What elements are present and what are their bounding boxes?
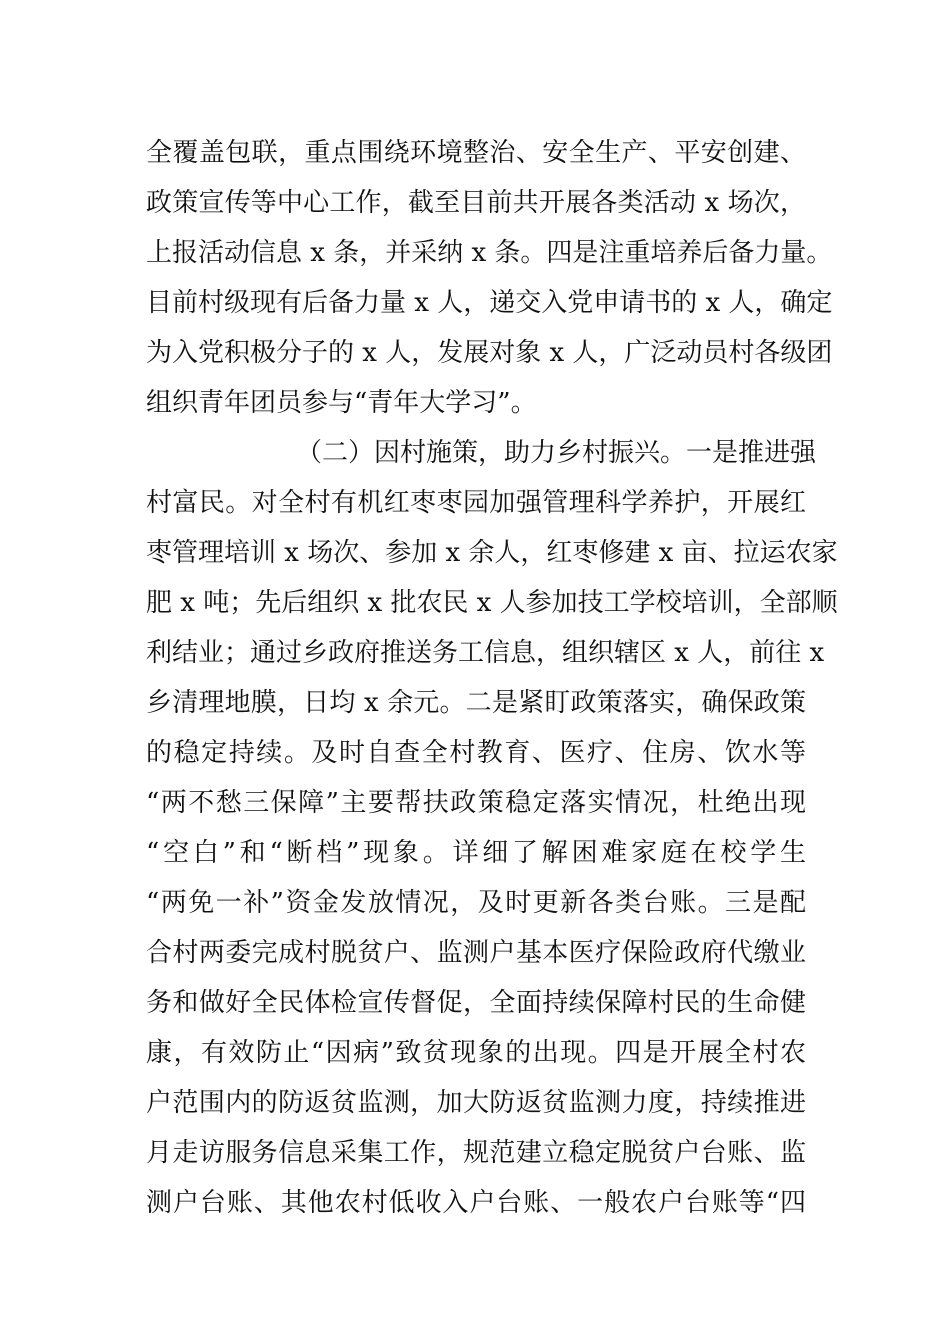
text-line: “空白”和“断档”现象。详细了解困难家庭在校学生 — [146, 838, 806, 868]
text-line: 的稳定持续。及时自查全村教育、医疗、住房、饮水等 — [146, 738, 806, 768]
text-line: 上报活动信息 x 条，并采纳 x 条。四是注重培养后备力量。 — [146, 238, 833, 268]
text-line: “两免一补”资金发放情况，及时更新各类台账。三是配 — [146, 888, 806, 918]
text-line: 月走访服务信息采集工作，规范建立稳定脱贫户台账、监 — [146, 1138, 806, 1168]
text-line: 村富民。对全村有机红枣枣园加强管理科学养护，开展红 — [146, 488, 806, 518]
text-line: 乡清理地膜，日均 x 余元。二是紧盯政策落实，确保政策 — [146, 688, 806, 718]
text-line: 目前村级现有后备力量 x 人，递交入党申请书的 x 人，确定 — [146, 288, 833, 318]
text-line: 合村两委完成村脱贫户、监测户基本医疗保险政府代缴业 — [146, 938, 806, 968]
text-line: 肥 x 吨；先后组织 x 批农民 x 人参加技工学校培训，全部顺 — [146, 588, 838, 618]
document-body — [146, 128, 838, 1228]
text-line: 为入党积极分子的 x 人，发展对象 x 人，广泛动员村各级团 — [146, 338, 833, 368]
text-line: 务和做好全民体检宣传督促，全面持续保障村民的生命健 — [146, 988, 806, 1018]
text-line: 政策宣传等中心工作，截至目前共开展各类活动 x 场次， — [146, 188, 806, 218]
text-line: 测户台账、其他农村低收入户台账、一般农户台账等“四 — [146, 1188, 806, 1218]
text-line: “两不愁三保障”主要帮扶政策稳定落实情况，杜绝出现 — [146, 788, 806, 818]
text-line: 利结业；通过乡政府推送务工信息，组织辖区 x 人，前往 x — [146, 638, 825, 668]
text-line: 全覆盖包联，重点围绕环境整治、安全生产、平安创建、 — [146, 138, 806, 168]
text-line: 户范围内的防返贫监测，加大防返贫监测力度，持续推进 — [146, 1088, 806, 1118]
text-line: 康，有效防止“因病”致贫现象的出现。四是开展全村农 — [146, 1038, 806, 1068]
text-line-paragraph-end: 组织青年团员参与“青年大学习”。 — [146, 388, 537, 418]
text-line: 枣管理培训 x 场次、参加 x 余人，红枣修建 x 亩、拉运农家 — [146, 538, 838, 568]
section-heading-line: （二）因村施策，助力乡村振兴。一是推进强 — [296, 438, 817, 468]
